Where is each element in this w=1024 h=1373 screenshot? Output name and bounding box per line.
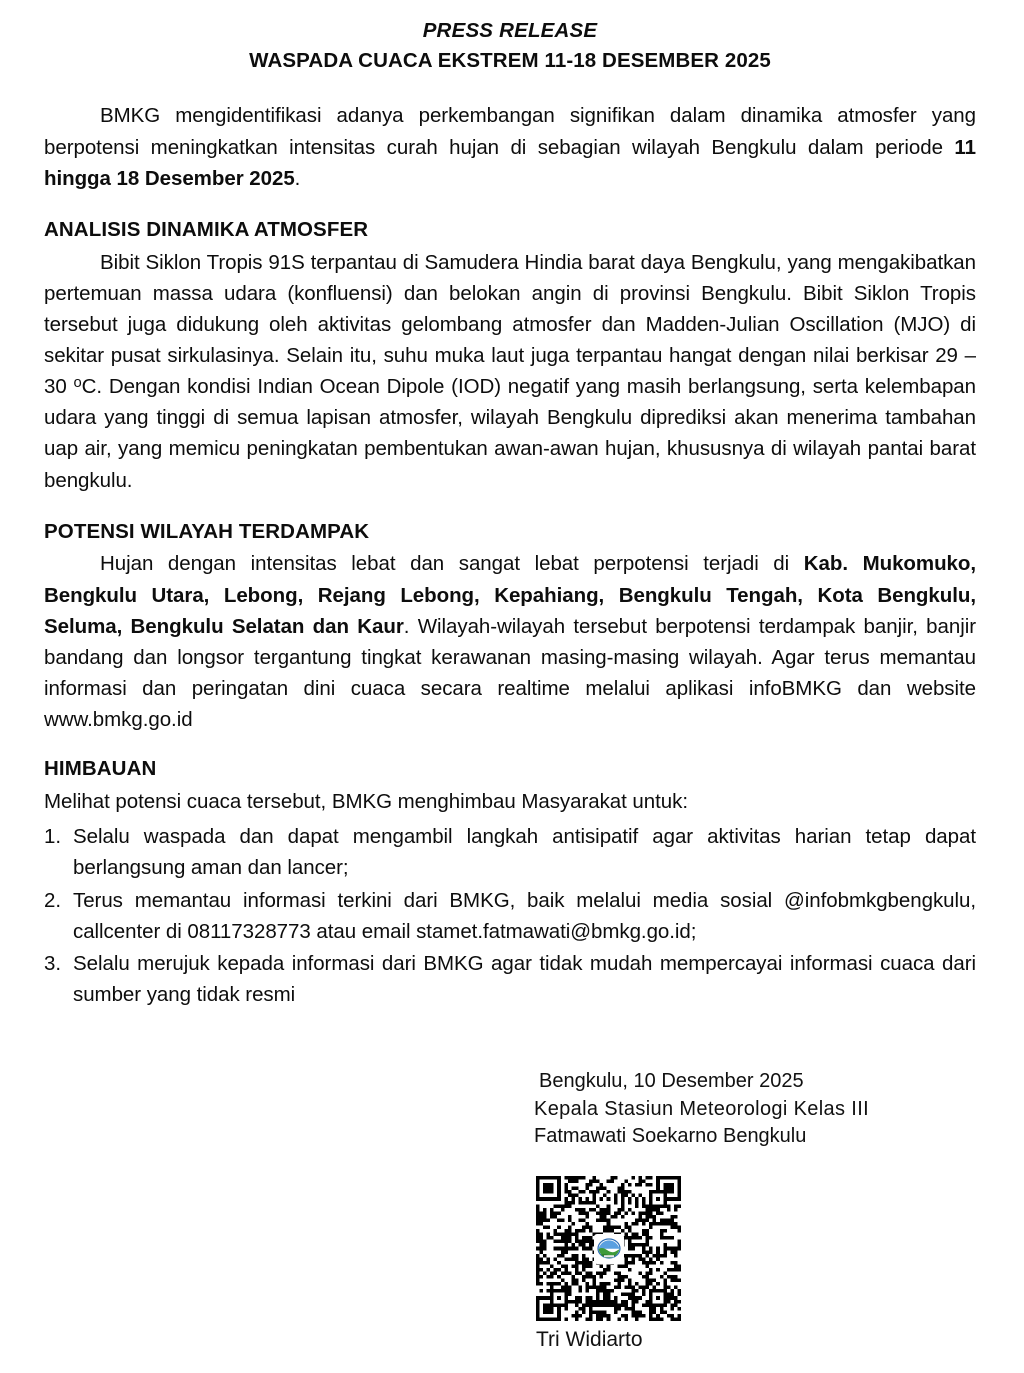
himbauan-list [44, 821, 976, 1010]
potensi-text-part-2: . Wilayah-wilayah tersebut berpotensi terdampak banjir, banjir bandang dan longsor tergantung tingkat kerawanan masing-masing wilayah. Agar terus memantau informasi dan peringatan dini cuaca secara realtime melalui aplikasi infoBMKG dan website www.bmkg.go.id [44, 614, 976, 732]
list-item-number: 2. [44, 888, 61, 912]
qr-code-signature [536, 1176, 681, 1321]
analisis-text-part-2: C. Dengan kondisi Indian Ocean Dipole (IOD) negatif yang masih berlangsung, serta kelembapan udara yang tinggi di semua lapisan atmosfer, wilayah Bengkulu diprediksi akan menerima tambahan uap air, yang memicu peningkatan pembentukan awan-awan hujan, khususnya di wilayah pantai barat bengkulu. [44, 375, 976, 492]
document-content [44, 10, 976, 1011]
document-header [44, 17, 976, 74]
press-release-label: PRESS RELEASE [422, 19, 598, 42]
intro-text-before: BMKG mengidentifikasi adanya perkembangan signifikan dalam dinamika atmosfer yang berpotensi meningkatkan intensitas curah hujan di sebagian wilayah Bengkulu dalam periode [44, 104, 976, 159]
list-item-text: Selalu merujuk kepada informasi dari BMKG agar tidak mudah mempercayai informasi cuaca dari sumber yang tidak resmi [73, 951, 976, 1006]
intro-text-after: . [294, 166, 301, 190]
signature-block [534, 1068, 984, 1151]
signature-place-date: Bengkulu, 10 Desember 2025 [539, 1070, 804, 1092]
signature-role-line-1: Kepala Stasiun Meteorologi Kelas III [534, 1097, 870, 1120]
list-item-text: Selalu waspada dan dapat mengambil langkah antisipatif agar aktivitas harian tetap dapat berlangsung aman dan lancer; [73, 825, 976, 880]
section-heading-potensi: POTENSI WILAYAH TERDAMPAK [44, 519, 370, 543]
potensi-text-part-1: Hujan dengan intensitas lebat dan sangat lebat perpotensi terjadi di [100, 552, 804, 576]
page-title: WASPADA CUACA EKSTREM 11-18 DESEMBER 2025 [249, 48, 771, 72]
potensi-affected-regions: Kab. Mukomuko, Bengkulu Utara, Lebong, Rejang Lebong, Kepahiang, Bengkulu Tengah, Kota Bengkulu, Seluma, Bengkulu Selatan dan Kaur [44, 552, 977, 638]
analisis-text-part-1: Bibit Siklon Tropis 91S terpantau di Samudera Hindia barat daya Bengkulu, yang mengakibatkan pertemuan massa udara (konfluensi) dan belokan angin di provinsi Bengkulu. Bibit Siklon Tropis tersebut juga didukung oleh aktivitas gelombang atmosfer dan Madden-Julian Oscillation (MJO) di sekitar pusat sirkulasinya. Selain itu, suhu muka laut juga terpantau hangat dengan nilai berkisar 29 – 30 [44, 250, 976, 399]
intro-period-bold: 11 hingga 18 Desember 2025 [44, 135, 976, 190]
list-item-number: 1. [44, 825, 61, 849]
signer-name: Tri Widiarto [536, 1328, 643, 1351]
section-heading-himbauan: HIMBAUAN [44, 757, 157, 781]
list-item [44, 948, 976, 1010]
section-heading-analisis: ANALISIS DINAMIKA ATMOSFER [44, 217, 369, 241]
section-analisis-paragraph [44, 247, 976, 496]
degree-symbol: o [73, 374, 82, 391]
signature-role-line-2: Fatmawati Soekarno Bengkulu [534, 1125, 807, 1148]
bmkg-logo-icon [594, 1234, 624, 1264]
section-potensi-paragraph [44, 548, 976, 735]
list-item [44, 821, 976, 883]
himbauan-lead-in: Melihat potensi cuaca tersebut, BMKG menghimbau Masyarakat untuk: [44, 790, 688, 814]
list-item [44, 885, 976, 947]
list-item-number: 3. [44, 951, 61, 975]
intro-paragraph [44, 100, 976, 193]
list-item-text: Terus memantau informasi terkini dari BMKG, baik melalui media sosial @infobmkgbengkulu, callcenter di 08117328773 atau email stamet.fatmawati@bmkg.go.id; [73, 888, 976, 943]
